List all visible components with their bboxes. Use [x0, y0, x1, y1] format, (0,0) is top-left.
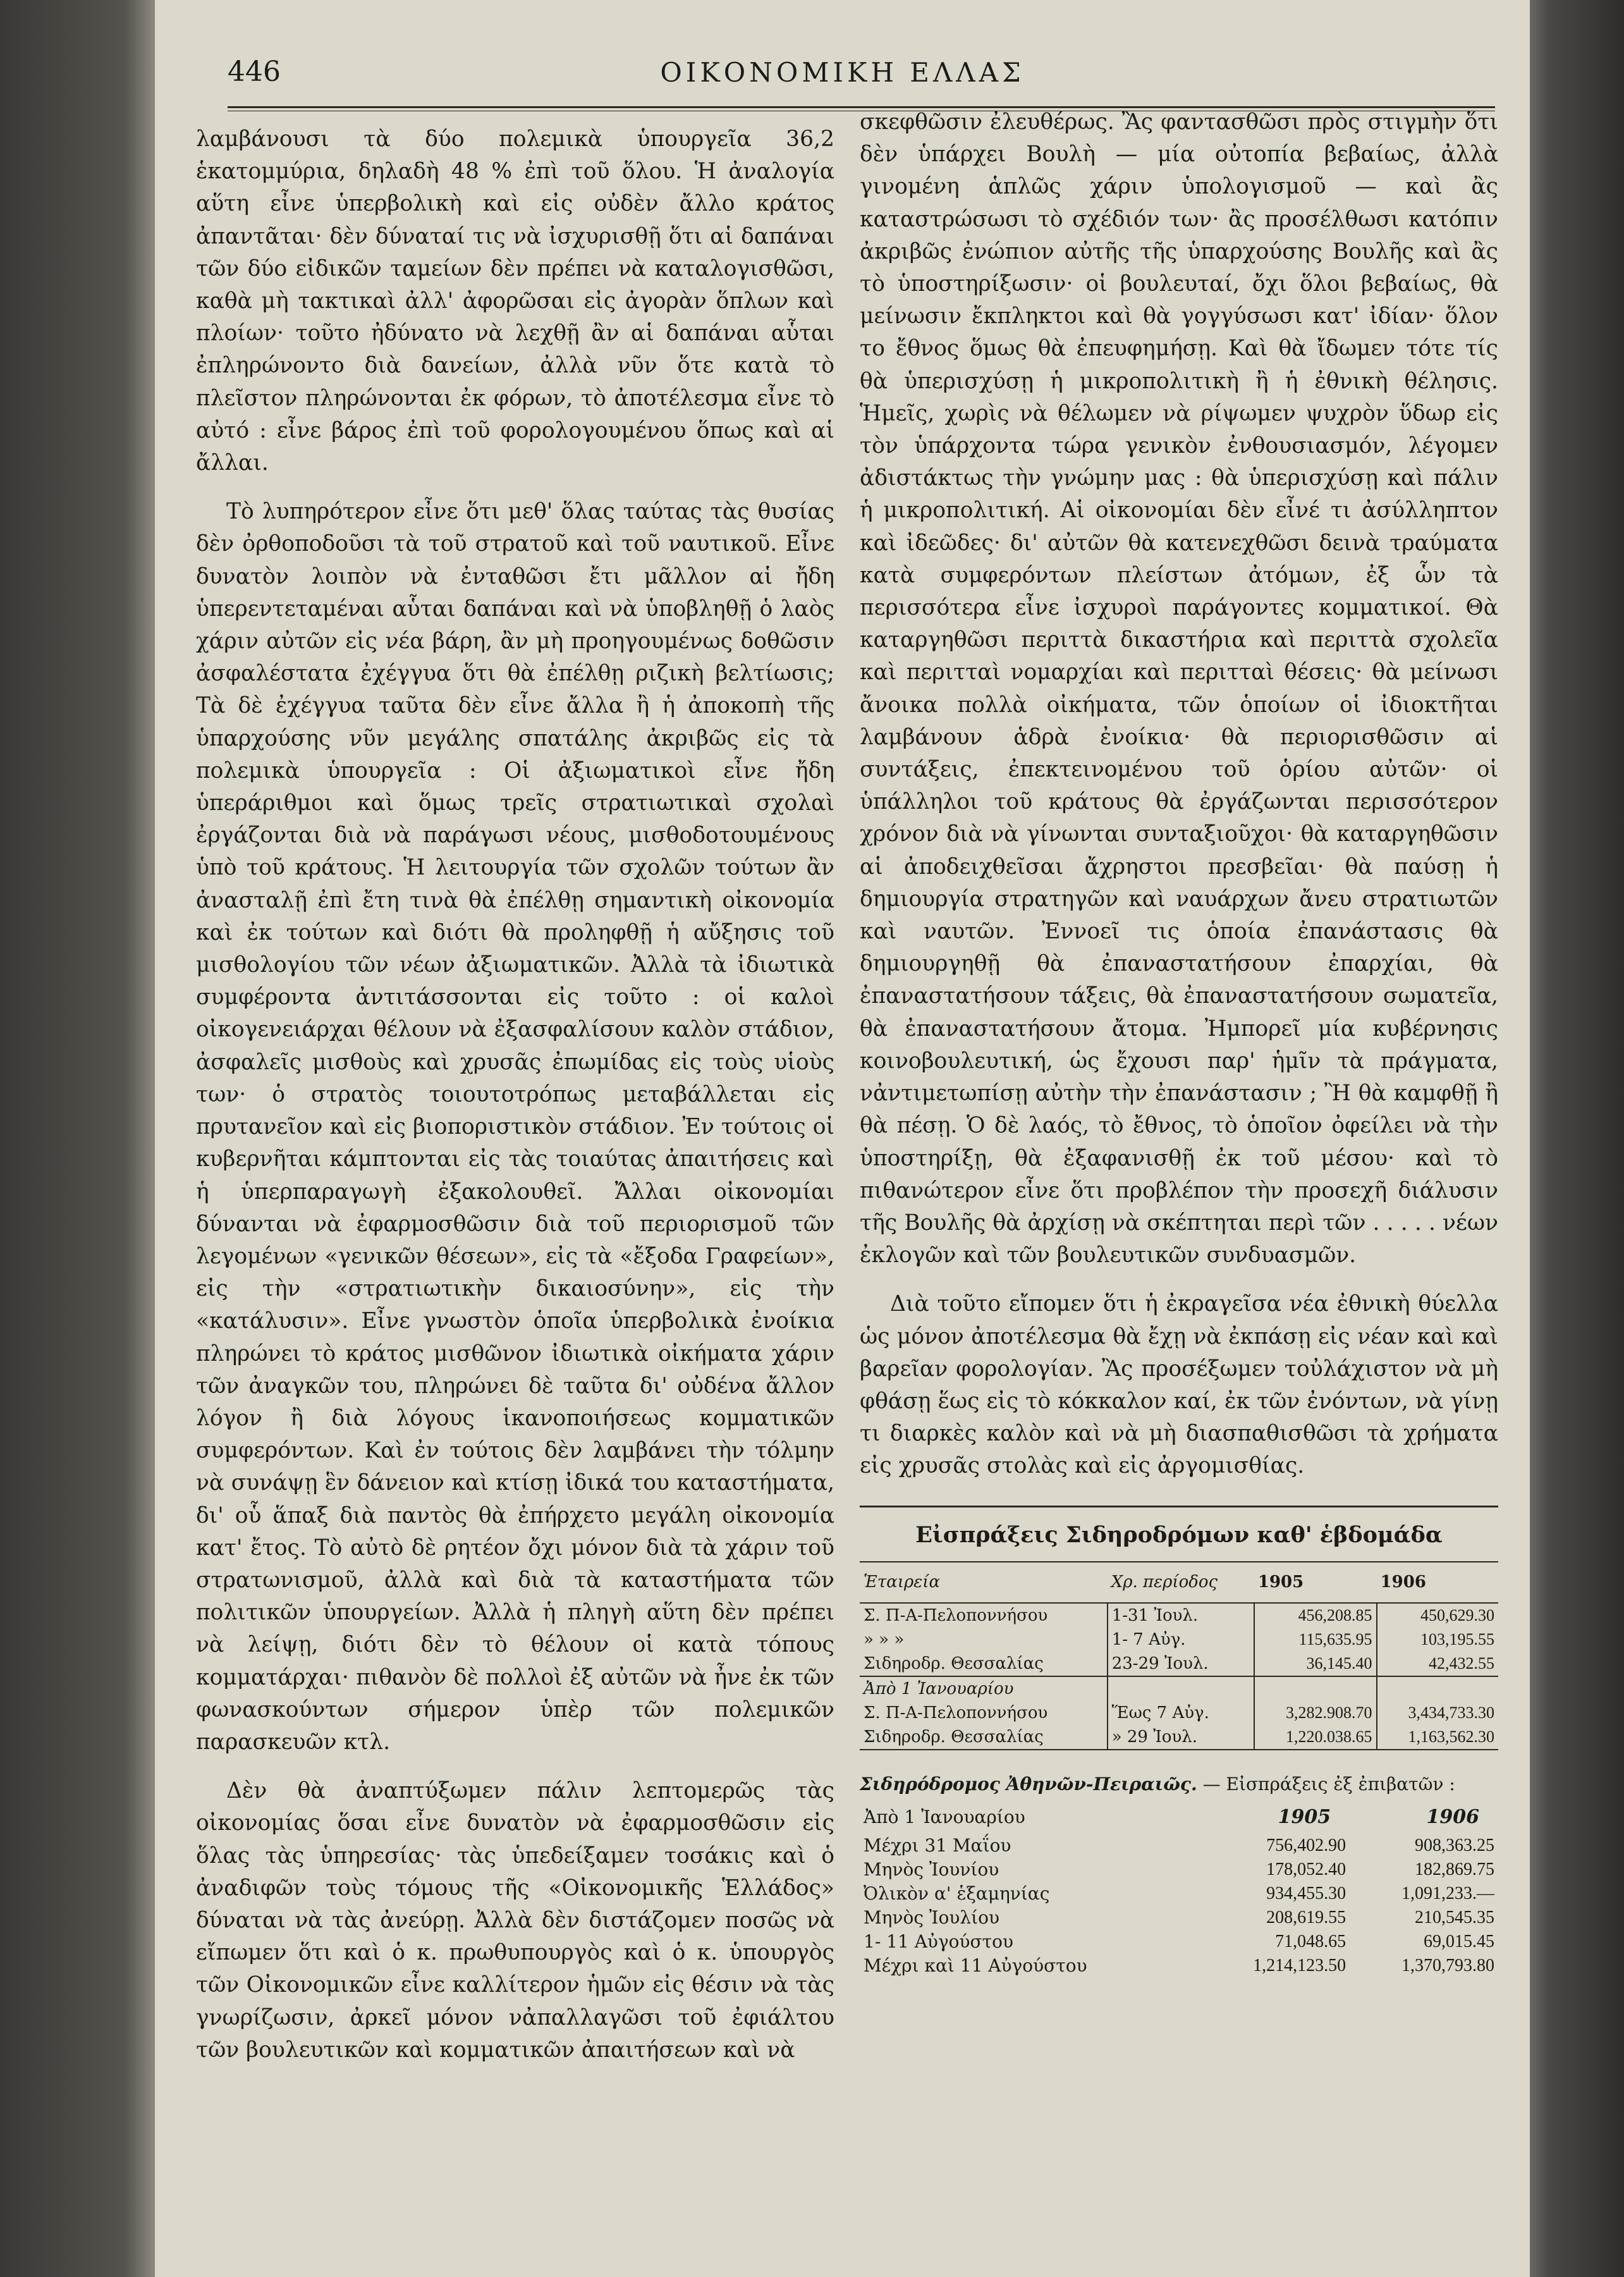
amount-cell: 1,091,233.—: [1401, 1884, 1494, 1904]
table-row: [860, 1628, 1498, 1652]
amount-cell: 36,145.40: [1254, 1652, 1377, 1676]
company-cell: » » »: [864, 1629, 905, 1649]
amount-cell: 3,434,733.30: [1377, 1701, 1498, 1725]
company-cell: Ἀπὸ 1 Ἰανουαρίου: [860, 1676, 1108, 1701]
amount-cell: 1,220.038.65: [1254, 1725, 1377, 1750]
period-cell: Μέχρι καὶ 11 Αὐγούστου: [864, 1955, 1087, 1977]
period-cell: [1108, 1676, 1254, 1701]
company-cell: Σ. Π-Α-Πελοποννήσου: [864, 1605, 1048, 1625]
table-row: [860, 1954, 1498, 1978]
period-cell: » 29 Ἰουλ.: [1108, 1725, 1254, 1750]
table-row: [860, 1834, 1498, 1858]
amount-cell: 178,052.40: [1266, 1860, 1346, 1880]
paragraph: Δὲν θὰ ἀναπτύξωμεν πάλιν λεπτομερῶς τὰς οἰκονομίας ὅσαι εἶνε δυνατὸν νὰ ἐφαρμοσθῶσιν εἰς ὅλας τὰς ὑπηρεσίας· τὰς ὑπεδείξαμεν τοσάκις καὶ ὁ ἀναδιφῶν τοὺς τόμους τῆς «Οἰκονομικῆς Ἑλλάδος» δύναται νὰ τὰς ἀνεύρῃ. Ἀλλὰ δὲν διστάζομεν ποσῶς νὰ εἴπωμεν ὅτι καὶ ὁ κ. πρωθυπουργὸς καὶ ὁ κ. ὑπουργὸς τῶν Οἰκονομικῶν εἶνε καλλίτερον ἡμῶν εἰς θέσιν νὰ τὰς γνωρίζωσιν, ἀρκεῖ μόνον νἀπαλλαγῶσι τοῦ ἐφιάλτου τῶν βουλευτικῶν καὶ κομματικῶν ἀπαιτήσεων καὶ νὰ: [196, 1778, 834, 2063]
amount-cell: 1,370,793.80: [1401, 1956, 1494, 1976]
book-page: [155, 0, 1530, 2277]
period-cell: Ὀλικὸν α' ἑξαμηνίας: [864, 1883, 1050, 1905]
period-cell: Μηνὸς Ἰουνίου: [864, 1859, 999, 1881]
amount-cell: 1,163,562.30: [1377, 1725, 1498, 1750]
table-row: [860, 1882, 1498, 1906]
railway-receipts-title: Εἰσπράξεις Σιδηροδρόμων καθ' ἑβδομάδα: [860, 1506, 1498, 1551]
left-column: [196, 123, 834, 2083]
amount-cell: 182,869.75: [1415, 1860, 1494, 1880]
amount-cell: 210,545.35: [1415, 1908, 1494, 1928]
period-cell: 1- 11 Αὐγούστου: [864, 1931, 1014, 1953]
company-cell: Σ. Π-Α-Πελοποννήσου: [864, 1703, 1048, 1722]
amount-cell: 450,629.30: [1377, 1603, 1498, 1628]
scan-right-shadow: [1530, 0, 1624, 2277]
period-cell: 23-29 Ἰουλ.: [1108, 1652, 1254, 1676]
amount-cell: [1254, 1676, 1377, 1701]
piraeus-title: Σιδηρόδρομος Ἀθηνῶν-Πειραιῶς.: [860, 1773, 1197, 1795]
table-row: [860, 1603, 1498, 1628]
table-row: [860, 1652, 1498, 1676]
paragraph: σκεφθῶσιν ἐλευθέρως. Ἂς φαντασθῶσι πρὸς στιγμὴν ὅτι δὲν ὑπάρχει Βουλὴ — μία οὐτοπία βεβαίως, ἀλλὰ γινομένη ἁπλῶς χάριν ὑπολογισμοῦ — καὶ ἂς καταστρώσωσι τὸ σχέδιόν των· ἂς προσέλθωσι κατόπιν ἀκριβῶς ἐνώπιον αὐτῆς τῆς ὑπαρχούσης Βουλῆς καὶ ἂς τὸ ὑποστηρίξωσιν· οἱ βουλευταί, ὄχι ὅλοι βεβαίως, θὰ μείνωσιν ἔκπληκτοι καὶ θὰ γογγύσωσι κατ' ἰδίαν· ὅλον το ἔθνος ὅμως θὰ ἐπευφημήσῃ. Καὶ θὰ ἴδωμεν τότε τίς θὰ ὑπερισχύσῃ ἡ μικροπολιτικὴ ἢ ἡ ἐθνικὴ θέλησις. Ἡμεῖς, χωρὶς νὰ θέλωμεν νὰ ρίψωμεν ψυχρὸν ὕδωρ εἰς τὸν ὑπάρχοντα τώρα γενικὸν ἐνθουσιασμόν, λέγομεν ἀδιστάκτως τὴν γνώμην μας : θὰ ὑπερισχύσῃ καὶ πάλιν ἡ μικροπολιτική. Αἱ οἰκονομίαι δὲν εἶνέ τι ἀσύλληπτον καὶ ἰδεῶδες· δι' αὐτῶν θὰ κατενεχθῶσι δεινὰ τραύματα κατὰ συμφερόντων πλείστων ἀτόμων, ἐξ ὧν τὰ περισσότερα εἶνε ἰσχυροὶ παράγοντες κομματικοί. Θὰ καταργηθῶσι περιττὰ δικαστήρια καὶ περιττὰ σχολεῖα καὶ περιτταὶ νομαρχίαι καὶ περιτταὶ θέσεις· θὰ μείνωσι ἄνοικα πολλὰ οἰκήματα, τῶν ὁποίων οἱ ἰδιοκτῆται λαμβάνουν ἁδρὰ ἐνοίκια· θὰ περιορισθῶσιν αἱ συντάξεις, ἐπεκτεινομένου τοῦ ὁρίου αὐτῶν· οἱ ὑπάλληλοι τοῦ κράτους θὰ ἐργάζωνται περισσότερον χρόνον διὰ νὰ γίνωνται συνταξιοῦχοι· θὰ καταργηθῶσιν αἱ ἀποδειχθεῖσαι ἄχρηστοι πρεσβεῖαι· θὰ παύσῃ ἡ δημιουργία στρατηγῶν καὶ ναυάρχων ἄνευ στρατιωτῶν καὶ ναυτῶν. Ἐννοεῖ τις ὁποία ἐπανάστασις θὰ δημιουργηθῇ θὰ ἐπαναστατήσουν ἐπαρχίαι, θὰ ἐπαναστατήσουν τάξεις, θὰ ἐπαναστατήσουν σωματεῖα, θὰ ἐπαναστατήσουν ἄτομα. Ἠμπορεῖ μία κυβέρνησις κοινοβουλευτική, ὡς ἔχουσι παρ' ἡμῖν τὰ πράγματα, νἀντιμετωπίσῃ αὐτὴν τὴν ἐπανάστασιν ; Ἢ θὰ καμφθῇ ἢ θὰ πέσῃ. Ὁ δὲ λαός, τὸ ἔθνος, τὸ ὁποῖον ὀφείλει νὰ τὴν ὑποστηρίξῃ, θὰ ἐξαφανισθῇ ἐκ τοῦ μέσου· καὶ τὸ πιθανώτερον εἶνε ὅτι προβλέπον τὴν προσεχῆ διάλυσιν τῆς Βουλῆς θὰ ἀρχίσῃ νὰ σκέπτηται περὶ τῶν . . . . . νέων ἐκλογῶν καὶ τῶν βουλευτικῶν συνδυασμῶν.: [860, 109, 1498, 1268]
column-header: 1906: [1377, 1562, 1498, 1603]
running-title: ΟΙΚΟΝΟΜΙΚΗ ΕΛΛΑΣ: [660, 57, 1025, 88]
amount-cell: 42,432.55: [1377, 1652, 1498, 1676]
amount-cell: 934,455.30: [1266, 1884, 1346, 1904]
amount-cell: [1377, 1676, 1498, 1701]
amount-cell: 115,635.95: [1254, 1628, 1377, 1652]
amount-cell: 908,363.25: [1415, 1836, 1494, 1856]
paragraph: Διὰ τοῦτο εἴπομεν ὅτι ἡ ἐκραγεῖσα νέα ἐθνικὴ θύελλα ὡς μόνον ἀποτέλεσμα θὰ ἔχῃ νὰ ἐκπάσῃ εἰς νέαν καὶ καὶ βαρεῖαν φορολογίαν. Ἂς προσέξωμεν τοὐλάχιστον νὰ μὴ φθάσῃ ἕως εἰς τὸ κόκκαλον καί, ἐκ τῶν ἐνόντων, νὰ γίνῃ τι διαρκὲς καλὸν καὶ νὰ μὴ διασπαθισθῶσι τὰ χρήματα εἰς χρυσᾶς στολὰς καὶ εἰς ἀργομισθίας.: [860, 1291, 1498, 1479]
table-row: [860, 1906, 1498, 1930]
amount-cell: 756,402.90: [1266, 1836, 1346, 1856]
amount-cell: 69,015.45: [1424, 1932, 1494, 1952]
company-cell: Σιδηροδρ. Θεσσαλίας: [864, 1654, 1044, 1673]
amount-cell: 103,195.55: [1377, 1628, 1498, 1652]
amount-cell: 1,214,123.50: [1253, 1956, 1346, 1976]
column-header: Ἑταιρεία: [860, 1562, 1108, 1603]
period-cell: Μηνὸς Ἰουλίου: [864, 1907, 999, 1929]
page-number: 446: [228, 56, 281, 88]
year-header: 1905: [1278, 1806, 1331, 1829]
column-header: Χρ. περίοδος: [1108, 1562, 1254, 1603]
scan-left-margin: [0, 0, 155, 2277]
amount-cell: 456,208.85: [1254, 1603, 1377, 1628]
company-cell: Σιδηροδρ. Θεσσαλίας: [860, 1725, 1108, 1750]
table-row: [860, 1858, 1498, 1882]
column-header: 1905: [1254, 1562, 1377, 1603]
paragraph: λαμβάνουσι τὰ δύο πολεμικὰ ὑπουργεῖα 36,2 ἑκατομμύρια, δηλαδὴ 48 % ἐπὶ τοῦ ὅλου. Ἡ ἀναλογία αὕτη εἶνε ὑπερβολικὴ καὶ εἰς οὐδὲν ἄλλο κράτος ἀπαντᾶται· δὲν δύναταί τις νὰ ἰσχυρισθῇ ὅτι αἱ δαπάναι τῶν δύο εἰδικῶν ταμείων δὲν πρέπει νὰ καταλογισθῶσι, καθὰ μὴ τακτικαὶ ἀλλ' ἀφορῶσαι εἰς ἀγορὰν ὅπλων καὶ πλοίων· τοῦτο ἠδύνατο νὰ λεχθῇ ἂν αἱ δαπάναι αὗται ἐπληρώνοντο διὰ δανείων, ἀλλὰ νῦν ὅτε κατὰ τὸ πλεῖστον πληρώνονται ἐκ φόρων, τὸ ἀποτέλεσμα εἶνε τὸ αὐτό : εἶνε βάρος ἐπὶ τοῦ φορολογουμένου ὅπως καὶ αἱ ἄλλαι.: [196, 126, 834, 476]
from-label: Ἀπὸ 1 Ἰανουαρίου: [864, 1806, 1025, 1827]
period-cell: Μέχρι 31 Μαΐου: [864, 1835, 1011, 1857]
amount-cell: 3,282.908.70: [1254, 1701, 1377, 1725]
period-cell: Ἕως 7 Αὐγ.: [1108, 1701, 1254, 1725]
period-cell: 1- 7 Αὐγ.: [1108, 1628, 1254, 1652]
table-row: [860, 1676, 1498, 1701]
table-row: [860, 1725, 1498, 1750]
railway-receipts-table: [860, 1561, 1498, 1750]
piraeus-caption: [860, 1768, 1498, 1800]
table-row: [860, 1930, 1498, 1954]
amount-cell: 71,048.65: [1275, 1932, 1346, 1952]
year-header: 1906: [1426, 1806, 1479, 1829]
piraeus-table: [860, 1800, 1498, 1978]
paragraph: Τὸ λυπηρότερον εἶνε ὅτι μεθ' ὅλας ταύτας τὰς θυσίας δὲν ὀρθοποδοῦσι τὰ τοῦ στρατοῦ καὶ τοῦ ναυτικοῦ. Εἶνε δυνατὸν λοιπὸν νὰ ἐνταθῶσι ἔτι μᾶλλον αἱ ἤδη ὑπερεντεταμέναι αὗται δαπάναι καὶ νὰ ὑποβληθῇ ὁ λαὸς χάριν αὐτῶν εἰς νέα βάρη, ἂν μὴ προηγουμένως δοθῶσιν ἀσφαλέστατα ἐχέγγυα ὅτι θὰ ἐπέλθῃ ριζικὴ βελτίωσις; Τὰ δὲ ἐχέγγυα ταῦτα δὲν εἶνε ἄλλα ἢ ἡ ἀποκοπὴ τῆς ὑπαρχούσης νῦν μεγάλης σπατάλης ἀκριβῶς εἰς τὰ πολεμικὰ ὑπουργεῖα : Οἱ ἀξιωματικοὶ εἶνε ἤδη ὑπεράριθμοι καὶ ὅμως τρεῖς στρατιωτικαὶ σχολαὶ ἐργάζονται διὰ νὰ παράγωσι νέους, μισθοδοτουμένους ὑπὸ τοῦ κράτους. Ἡ λειτουργία τῶν σχολῶν τούτων ἂν ἀνασταλῇ ἐπὶ ἔτη τινὰ θὰ ἐπέλθῃ σημαντικὴ οἰκονομία καὶ ἐκ τούτων καὶ διότι θὰ προληφθῇ ἡ αὔξησις τοῦ μισθολογίου τῶν νέων ἀξιωματικῶν. Ἀλλὰ τὰ ἰδιωτικὰ συμφέροντα ἀντιτάσσονται εἰς τοῦτο : οἱ καλοὶ οἰκογενειάρχαι θέλουν νὰ ἐξασφαλίσουν καλὸν στάδιον, ἀσφαλεῖς μισθοὺς καὶ χρυσᾶς ἐπωμίδας εἰς τοὺς υἱοὺς των· ὁ στρατὸς τοιουτοτρόπως μεταβάλλεται εἰς πρυτανεῖον καὶ εἰς βιοποριστικὸν στάδιον. Ἐν τούτοις οἱ κυβερνῆται κάμπτονται εἰς τὰς τοιαύτας ἀπαιτήσεις καὶ ἡ ὑπερπαραγωγὴ ἐξακολουθεῖ. Ἄλλαι οἰκονομίαι δύνανται νὰ ἐφαρμοσθῶσιν διὰ τοῦ περιορισμοῦ τῶν λεγομένων «γενικῶν θέσεων», εἰς τὰ «ἔξοδα Γραφείων», εἰς τὴν «στρατιωτικὴν δικαιοσύνην», εἰς τὴν «κατάλυσιν». Εἶνε γνωστὸν ὁποῖα ὑπερβολικὰ ἐνοίκια πληρώνει τὸ κράτος μισθῶνον ἰδιωτικὰ οἰκήματα χάριν τῶν ἀναγκῶν του, πληρώνει δὲ ταῦτα δι' οὐδένα ἄλλον λόγον ἢ διὰ λόγους ἱκανοποιήσεως κομματικῶν συμφερόντων. Καὶ ἐν τούτοις δὲν λαμβάνει τὴν τόλμην νὰ συνάψῃ ἓν δάνειον καὶ κτίσῃ ἰδικά του καταστήματα, δι' οὗ ἅπαξ διὰ παντὸς θὰ ἐπήρχετο μεγάλη οἰκονομία κατ' ἔτος. Τὸ αὐτὸ δὲ ρητέον ὄχι μόνον διὰ τὰ χάριν τοῦ στρατωνισμοῦ, ἀλλὰ καὶ διὰ τὰ καταστήματα τῶν πολιτικῶν ὑπουργείων. Ἀλλὰ ἡ πληγὴ αὕτη δὲν πρέπει νὰ λείψῃ, διότι δὲν τὸ θέλουν οἱ κατὰ τόπους κομματάρχαι· πιθανὸν δὲ πολλοὶ ἐξ αὐτῶν νὰ ἦνε ἐκ τῶν φωνασκούντων σήμερον ὑπὲρ τῶν πολεμικῶν παρασκευῶν κτλ.: [196, 499, 834, 1755]
period-cell: 1-31 Ἰουλ.: [1108, 1603, 1254, 1628]
right-column: [860, 106, 1498, 1978]
amount-cell: 208,619.55: [1266, 1908, 1346, 1928]
piraeus-subtitle: — Εἰσπράξεις ἐξ ἐπιβατῶν :: [1202, 1773, 1455, 1795]
table-row: [860, 1701, 1498, 1725]
